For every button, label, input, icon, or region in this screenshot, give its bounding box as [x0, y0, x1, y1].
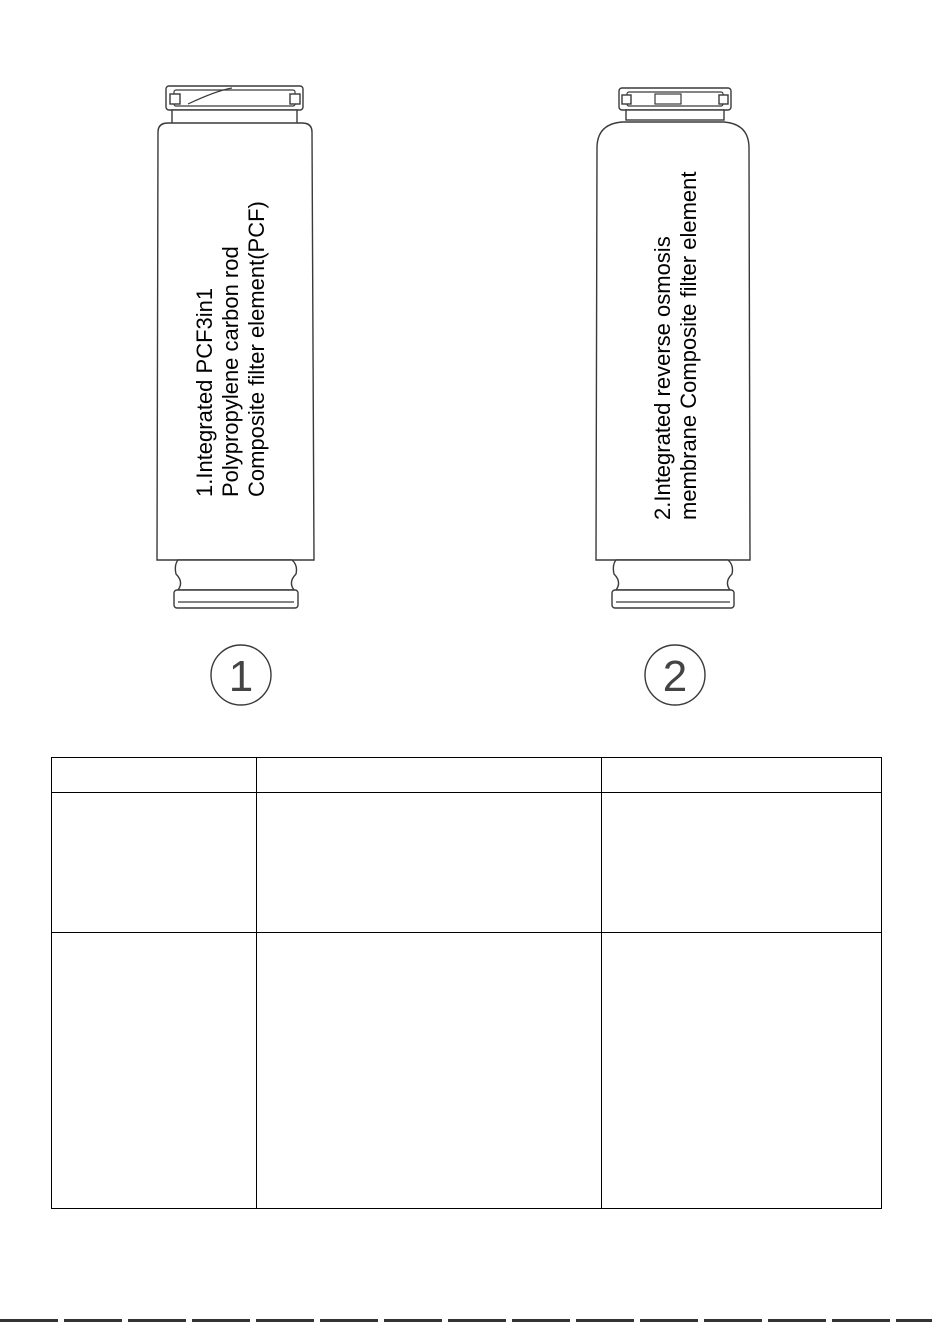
filter-2-cap-tab-right [719, 95, 728, 104]
table-header-cell [257, 758, 602, 793]
filter-2-label-line-1: 2.Integrated reverse osmosis [650, 236, 675, 520]
table-cell [257, 793, 602, 933]
filter-2-number: 2 [662, 652, 688, 701]
filter-2-cap-tab-left [622, 95, 631, 104]
table-row [52, 933, 882, 1209]
table-row [52, 793, 882, 933]
filter-1-neck [172, 110, 297, 124]
filter-2-neck [626, 110, 724, 120]
filter-1-cap-tab-left [170, 94, 180, 104]
filter-1-label-line-2: Polypropylene carbon rod [218, 246, 243, 497]
filter-element-2 [596, 88, 750, 705]
table-cell [52, 793, 257, 933]
spec-table [51, 757, 882, 1209]
table-cell [602, 793, 882, 933]
filter-1-label-line-3: Composite filter element(PCF) [244, 201, 269, 497]
filter-1-cap-tab-right [290, 94, 300, 104]
table-cell [257, 933, 602, 1209]
filter-2-label-line-2: membrane Composite filter element [676, 171, 701, 520]
filter-1-label-line-1: 1.Integrated PCF3in1 [192, 287, 217, 497]
table-header-cell [52, 758, 257, 793]
table-cell [52, 933, 257, 1209]
page-bottom-border [0, 1319, 932, 1322]
filter-element-1 [157, 86, 314, 705]
table-header-row [52, 758, 882, 793]
filter-1-number: 1 [228, 652, 254, 701]
filter-2-bottom-neck [613, 560, 732, 590]
filter-2-bottom-base [612, 590, 734, 608]
table-header-cell [602, 758, 882, 793]
filter-1-bottom-neck [175, 560, 296, 590]
table-cell [602, 933, 882, 1209]
filter-2-top-cap [619, 88, 731, 110]
filter-1-bottom-base [174, 590, 298, 608]
